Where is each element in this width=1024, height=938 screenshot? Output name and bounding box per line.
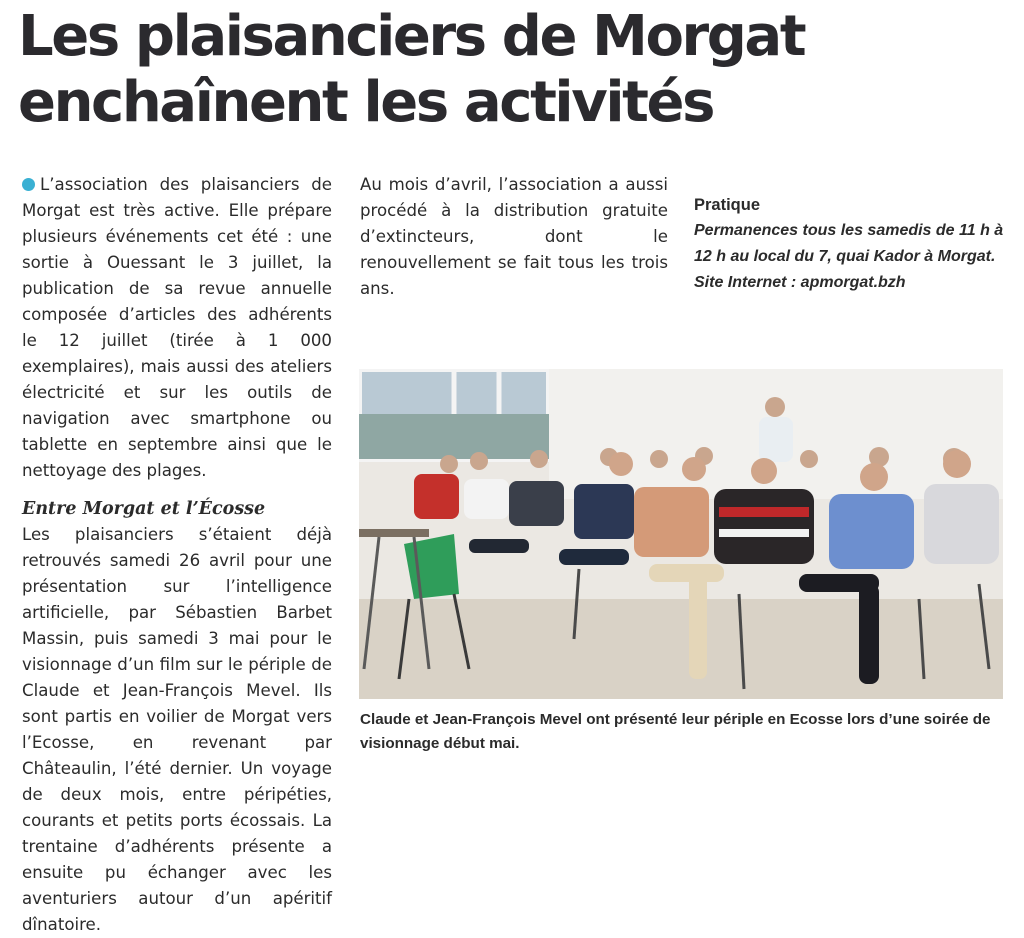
column-1 [22,172,332,938]
lead-text: L’association des plaisanciers de Morgat est très active. Elle prépare plusieurs événements cet été : une sortie à Ouessant le 3 juillet, la publication de sa revue annuelle composée d’articles des adhérents le 12 juillet (tirée à 1 000 exemplaires), mais aussi des ateliers électricité et sur les outils de navigation avec smartphone ou tablette en septembre ainsi que le nettoyage des plages. [22,175,332,480]
photo-caption: Claude et Jean-François Mevel ont présenté leur périple en Ecosse lors d’une soirée de visionnage début mai. [360,711,991,752]
pratique-hours: Permanences tous les samedis de 11 h à 12 h au local du 7, quai Kador à Morgat. [694,222,1004,265]
column-2 [360,172,668,302]
lead-paragraph [22,172,332,484]
pratique-title: Pratique [694,196,761,214]
column-3 [694,172,1004,296]
pratique-website: Site Internet : apmorgat.bzh [694,274,906,291]
event-photo [359,369,1003,699]
photo-illustration [359,369,1003,699]
headline-line-2: enchaînent les activités [18,70,714,135]
body-paragraph-2: Au mois d’avril, l’association a aussi procédé à la distribution gratuite d’extincteurs, dont le renouvellement se fait tous les trois ans. [360,175,668,298]
subheading: Entre Morgat et l’Écosse [22,499,266,519]
body-paragraph-1: Les plaisanciers s’étaient déjà retrouvés samedi 26 avril pour une présentation sur l’intelligence artificielle, par Sébastien Barbet Massin, puis samedi 3 mai pour le visionnage d’un film sur le périple de Claude et Jean-François Mevel. Ils sont partis en voilier de Morgat vers l’Ecosse, en revenant par Châteaulin, l’été dernier. Un voyage de deux mois, entre péripéties, courants et petits ports écossais. La trentaine d’adhérents présente a ensuite pu échanger avec les aventuriers autour d’un apéritif dînatoire. [22,525,332,934]
headline [18,4,1018,136]
headline-line-1: Les plaisanciers de Morgat [18,4,805,69]
bullet-icon [22,178,35,191]
